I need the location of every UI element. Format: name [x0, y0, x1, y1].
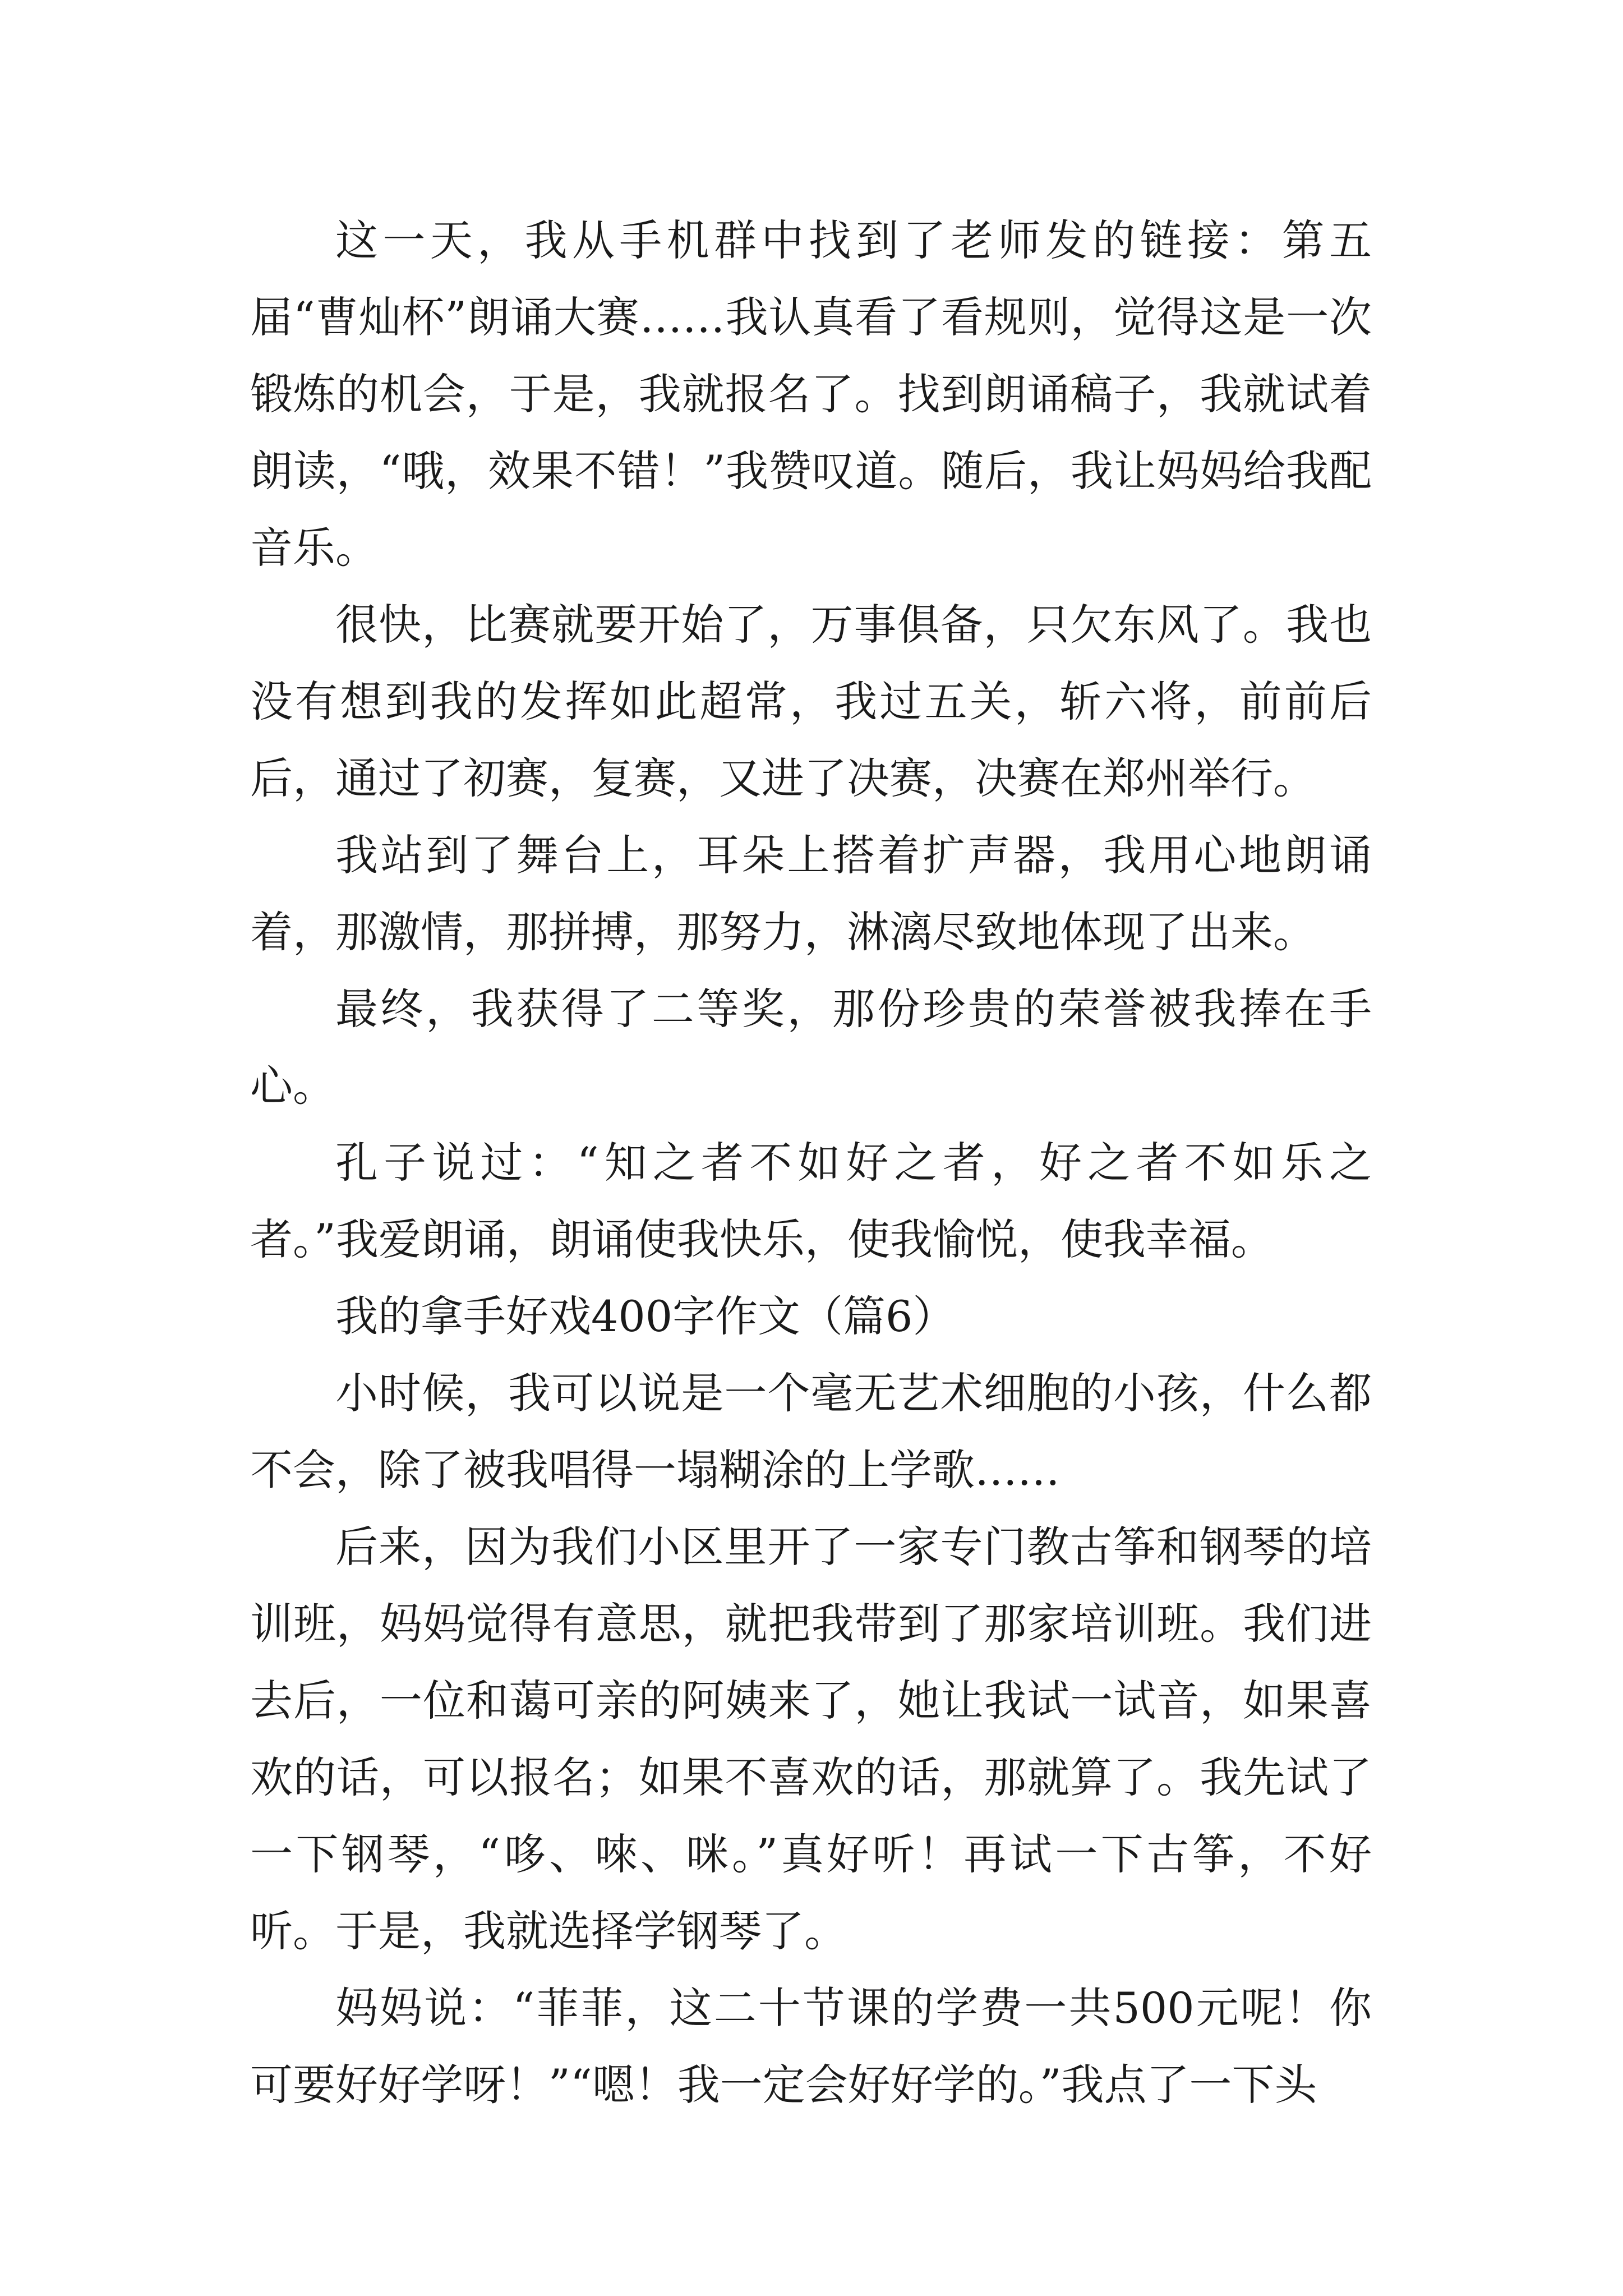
paragraph-5: 孔子说过：“知之者不如好之者，好之者不如乐之者。”我爱朗诵，朗诵使我快乐，使我愉悦，使我幸福。: [250, 1138, 1372, 1264]
paragraph-3: 我站到了舞台上，耳朵上搭着扩声器，我用心地朗诵着，那激情，那拼搏，那努力，淋漓尽致地体现了出来。: [250, 830, 1372, 957]
paragraph-6: 小时候，我可以说是一个毫无艺术细胞的小孩，什么都不会，除了被我唱得一塌糊涂的上学歌……: [250, 1368, 1372, 1495]
paragraph-8: 妈妈说：“菲菲，这二十节课的学费一共500元呢！你可要好好学呀！”“嗯！我一定会好好学的。”我点了一下头: [250, 1983, 1372, 2110]
paragraph-1: 这一天，我从手机群中找到了老师发的链接：第五届“曹灿杯”朗诵大赛……我认真看了看规则，觉得这是一次锻炼的机会，于是，我就报名了。找到朗诵稿子，我就试着朗读，“哦，效果不错！”我赞叹道。随后，我让妈妈给我配音乐。: [250, 215, 1372, 573]
document-body: [250, 202, 1372, 2123]
paragraph-4: 最终，我获得了二等奖，那份珍贵的荣誉被我捧在手心。: [250, 984, 1372, 1111]
paragraph-2: 很快，比赛就要开始了，万事俱备，只欠东风了。我也没有想到我的发挥如此超常，我过五关，斩六将，前前后后，通过了初赛，复赛，又进了决赛，决赛在郑州举行。: [250, 600, 1372, 803]
paragraph-7: 后来，因为我们小区里开了一家专门教古筝和钢琴的培训班，妈妈觉得有意思，就把我带到了那家培训班。我们进去后，一位和蔼可亲的阿姨来了，她让我试一试音，如果喜欢的话，可以报名；如果不喜欢的话，那就算了。我先试了一下钢琴，“哆、唻、咪。”真好听！再试一下古筝，不好听。于是，我就选择学钢琴了。: [250, 1522, 1372, 1956]
section-heading: 我的拿手好戏400字作文（篇6）: [335, 1291, 956, 1341]
